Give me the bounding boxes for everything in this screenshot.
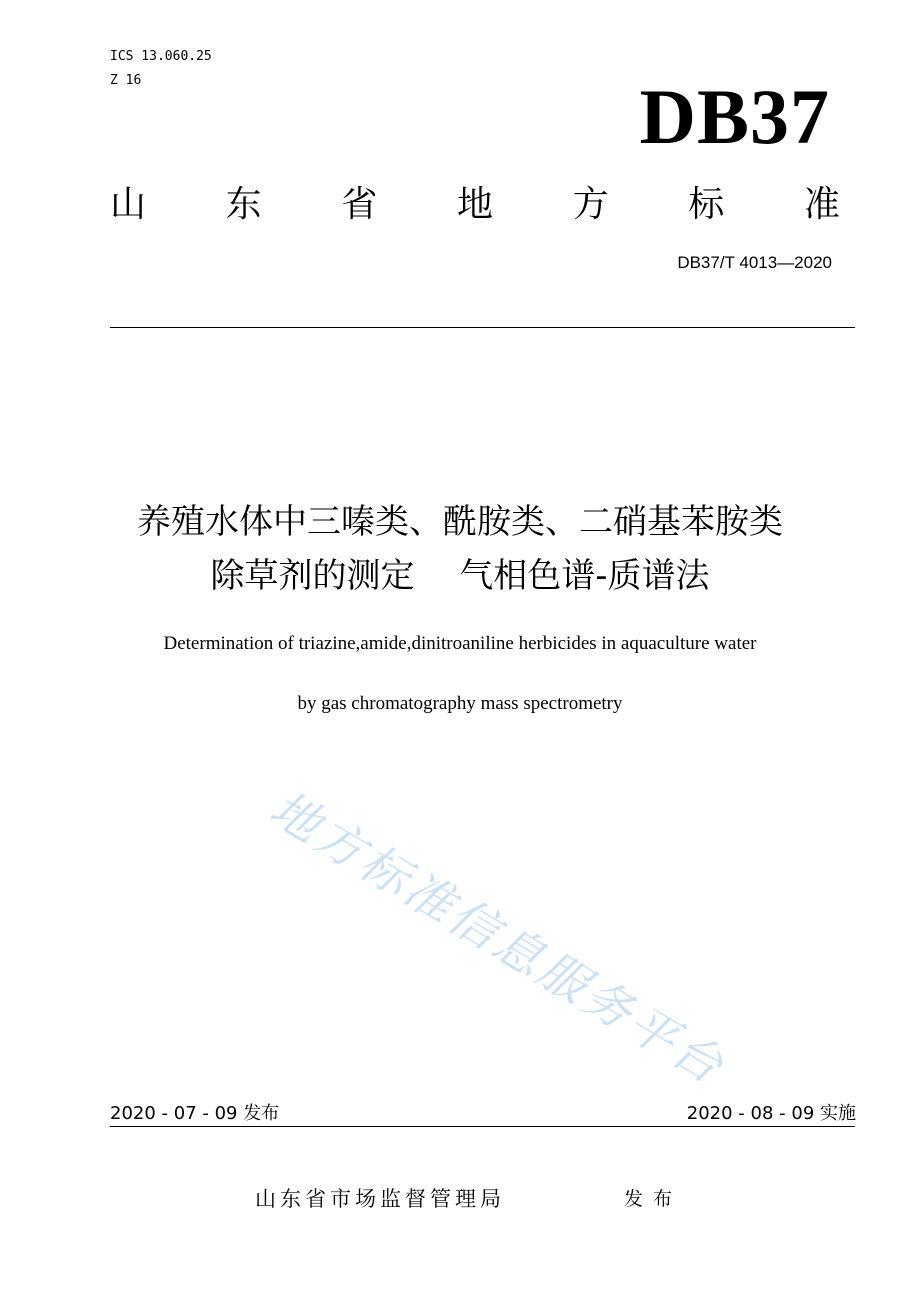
standard-type-char: 山 (110, 183, 147, 225)
standard-type-char: 地 (456, 183, 493, 225)
title-cn-line-1: 养殖水体中三嗪类、酰胺类、二硝基苯胺类 (137, 502, 783, 542)
standard-type-char: 方 (572, 183, 609, 225)
footer-divider (110, 1126, 855, 1127)
ccs-code: Z 16 (110, 73, 142, 88)
standard-type-char: 准 (803, 183, 840, 225)
standard-type-char: 标 (688, 183, 725, 225)
issuing-authority: 山东省市场监督管理局 (255, 1187, 505, 1211)
standard-type-char: 省 (341, 183, 378, 225)
header-divider (110, 327, 855, 328)
standard-type-heading (110, 176, 840, 226)
standard-logo: DB37 (639, 73, 830, 160)
watermark: 地方标准信息服务平台 (260, 780, 735, 1097)
ics-code: ICS 13.060.25 (110, 49, 212, 64)
title-cn-line-2: 除草剂的测定 气相色谱-质谱法 (210, 556, 710, 596)
title-en-line-1: Determination of triazine,amide,dinitroaniline herbicides in aquaculture water (163, 633, 757, 654)
publish-date: 2020 - 07 - 09 发布 (110, 1103, 280, 1124)
standard-number: DB37/T 4013—2020 (677, 253, 832, 272)
implement-date: 2020 - 08 - 09 实施 (686, 1103, 856, 1124)
standard-type-char: 东 (225, 183, 262, 225)
issue-label: 发布 (624, 1188, 683, 1210)
title-en-line-2: by gas chromatography mass spectrometry (297, 693, 623, 714)
